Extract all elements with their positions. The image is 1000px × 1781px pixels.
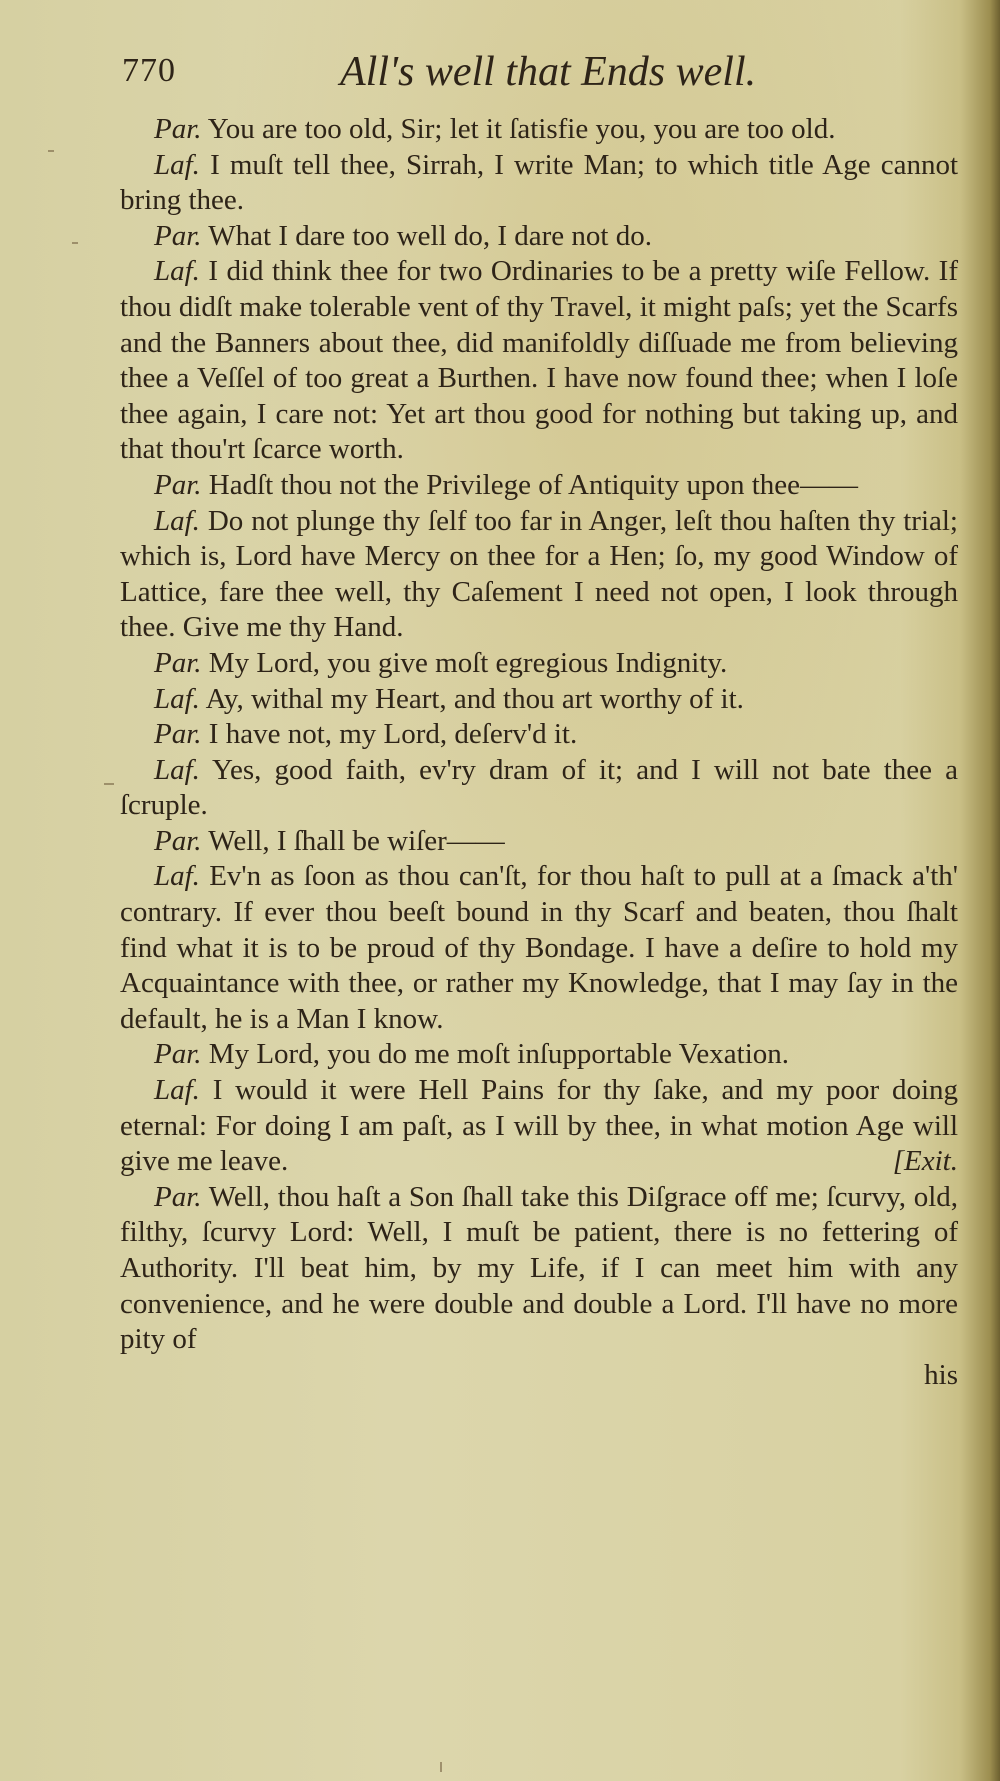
- speech-text: Ay, withal my Heart, and thou art worthy of it.: [205, 682, 744, 715]
- speech-text: Well, I ſhall be wiſer——: [208, 824, 505, 857]
- play-text: [120, 112, 958, 1393]
- speech-text: Do not plunge thy ſelf too far in Anger, leſt thou haſten thy trial; which is, Lord have Mercy on thee for a Hen; ſo, my good Window of Lattice, fare thee well, thy Caſement I need not open, I look through thee. Give me thy Hand.: [120, 504, 958, 644]
- speech-text: I would it were Hell Pains for thy ſake, and my poor doing eternal: For doing I am paſt, as I will by thee, in what motion Age will give me leave.: [120, 1074, 959, 1178]
- speech-text: You are too old, Sir; let it ſatisfie you, you are too old.: [207, 113, 836, 145]
- speech: [120, 254, 958, 468]
- speech: [120, 468, 958, 504]
- speech: [120, 1037, 958, 1073]
- margin-mark: [72, 242, 78, 244]
- speech: [120, 112, 958, 148]
- speech: [120, 219, 958, 255]
- speaker-label: Laf.: [154, 860, 200, 893]
- speaker-label: Laf.: [154, 682, 200, 715]
- speech: [120, 1073, 958, 1180]
- speaker-label: Par.: [154, 718, 202, 751]
- speech: [120, 824, 958, 860]
- speech-text: What I dare too well do, I dare not do.: [208, 219, 652, 252]
- speech: [120, 646, 958, 682]
- speaker-label: Par.: [154, 1038, 202, 1071]
- speaker-label: Par.: [154, 468, 202, 501]
- speech: [120, 504, 958, 646]
- speaker-label: Par.: [154, 219, 202, 252]
- speech: [120, 1180, 958, 1358]
- speaker-label: Par.: [154, 824, 202, 857]
- margin-mark: [48, 150, 54, 152]
- speech-text: Hadſt thou not the Privilege of Antiquity upon thee——: [208, 468, 858, 501]
- speech: [120, 859, 958, 1037]
- margin-mark: [440, 1762, 442, 1772]
- speaker-label: Par.: [154, 646, 202, 679]
- speech-text: I have not, my Lord, deſerv'd it.: [208, 718, 578, 751]
- speaker-label: Laf.: [154, 1074, 200, 1107]
- speaker-label: Laf.: [154, 753, 200, 786]
- speech: [120, 717, 958, 753]
- speech-text: Yes, good faith, ev'ry dram of it; and I will not bate thee a ſcruple.: [120, 753, 958, 822]
- speech: [120, 148, 958, 219]
- catchword: his: [924, 1358, 958, 1391]
- speech-text: I muſt tell thee, Sirrah, I write Man; to which title Age cannot bring thee.: [120, 148, 959, 217]
- speech-text: Well, thou haſt a Son ſhall take this Diſgrace off me; ſcurvy, old, filthy, ſcurvy Lord: Well, I muſt be patient, there is no fettering of Authority. I'll beat him, by my Life, if I can meet him with any convenience, and he were double and double a Lord. I'll have no more pity of: [120, 1180, 959, 1356]
- page-number: 770: [122, 52, 176, 89]
- speech: [120, 753, 958, 824]
- speaker-label: Par.: [154, 1180, 202, 1213]
- page-header: [122, 48, 962, 108]
- margin-mark: [104, 783, 114, 785]
- speech-text: I did think thee for two Ordinaries to be a pretty wiſe Fellow. If thou didſt make tolerable vent of thy Travel, it might paſs; yet the Scarfs and the Banners about thee, did manifoldly diſſuade me from believing thee a Veſſel of too great a Burthen. I have now found thee; when I loſe thee again, I care not: Yet art thou good for nothing but taking up, and that thou'rt ſcarce worth.: [120, 255, 958, 466]
- speech-text: Ev'n as ſoon as thou can'ſt, for thou haſt to pull at a ſmack a'th' contrary. If ever thou beeſt bound in thy Scarf and beaten, thou ſhalt find what it is to be proud of thy Bondage. I have a deſire to hold my Acquaintance with thee, or rather my Knowledge, that I may ſay in the default, he is a Man I know.: [120, 860, 958, 1035]
- speech-text: My Lord, you do me moſt inſupportable Vexation.: [208, 1038, 789, 1071]
- speech-text: My Lord, you give moſt egregious Indignity.: [208, 646, 728, 679]
- speaker-label: Par.: [154, 113, 202, 145]
- stage-direction: [Exit.: [892, 1145, 958, 1178]
- speaker-label: Laf.: [154, 504, 200, 537]
- speech: [120, 682, 958, 718]
- speaker-label: Laf.: [154, 148, 200, 181]
- speaker-label: Laf.: [154, 255, 200, 288]
- running-title: All's well that Ends well.: [340, 49, 757, 95]
